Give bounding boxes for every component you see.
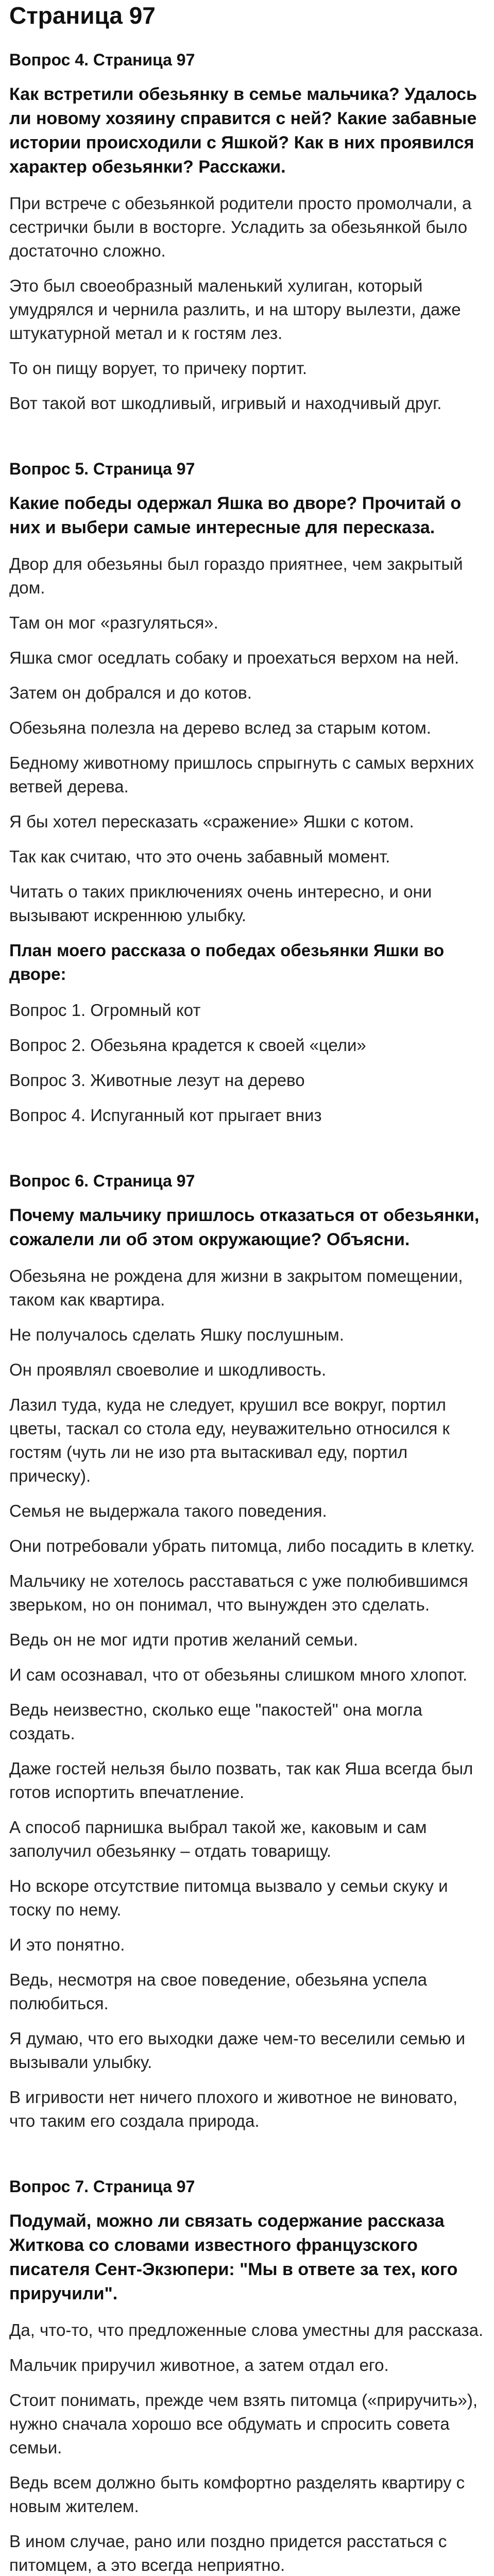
answer-paragraph: Ведь всем должно быть комфортно разделять квартиру с новым жителем. — [9, 2473, 465, 2516]
question-text: Подумай, можно ли связать содержание рассказа Житкова со словами известного французского писателя Сент-Экзюпери: "Мы в ответе за тех, кого приручили". — [9, 2211, 458, 2303]
plan-item: Вопрос 1. Огромный кот — [9, 1001, 201, 1020]
section-heading: Вопрос 7. Страница 97 — [9, 2177, 195, 2196]
answer-paragraph: Он проявлял своеволие и шкодливость. — [9, 1360, 327, 1379]
plan-item: Вопрос 2. Обезьяна крадется к своей «цели» — [9, 1036, 366, 1055]
page-title: Страница 97 — [9, 2, 156, 29]
answer-paragraph: Яшка смог оседлать собаку и проехаться верхом на ней. — [9, 648, 459, 667]
section-heading: Вопрос 5. Страница 97 — [9, 460, 195, 478]
answer-paragraph: Ведь, несмотря на свое поведение, обезьяна успела полюбиться. — [9, 1970, 428, 2013]
answer-paragraph: Не получалось сделать Яшку послушным. — [9, 1325, 344, 1344]
answer-paragraph: Читать о таких приключениях очень интересно, и они вызывают искреннюю улыбку. — [9, 882, 432, 925]
section-question-5 — [9, 457, 485, 1127]
section-question-6 — [9, 1170, 485, 2133]
plan-item: Вопрос 3. Животные лезут на дерево — [9, 1071, 305, 1090]
question-text: Как встретили обезьянку в семье мальчика? Удалось ли новому хозяину справится с ней? Какие забавные истории происходили с Яшкой? Как в них проявился характер обезьянки? Расскажи. — [9, 84, 477, 177]
section-heading: Вопрос 4. Страница 97 — [9, 50, 195, 69]
answer-paragraph: Ведь он не мог идти против желаний семьи. — [9, 1630, 359, 1649]
answer-paragraph: Стоит понимать, прежде чем взять питомца («приручить»), нужно сначала хорошо все обдумать и спросить совета семьи. — [9, 2391, 478, 2457]
answer-paragraph: Там он мог «разгуляться». — [9, 613, 218, 632]
answer-paragraph: Лазил туда, куда не следует, крушил все вокруг, портил цветы, таскал со стола еду, неуважительно относился к гостям (чуть ли не изо рта вытаскивал еду, портил прическу). — [9, 1395, 450, 1485]
plan-title: План моего рассказа о победах обезьянки Яшки во дворе: — [9, 941, 445, 984]
question-text: Какие победы одержал Яшка во дворе? Прочитай о них и выбери самые интересные для пересказа. — [9, 494, 462, 537]
answer-paragraph: Я бы хотел пересказать «сражение» Яшки с котом. — [9, 812, 414, 831]
answer-paragraph: Даже гостей нельзя было позвать, так как Яша всегда был готов испортить впечатление. — [9, 1759, 473, 1802]
section-spacer — [9, 2144, 485, 2175]
section-spacer — [9, 427, 485, 457]
plan-item: Вопрос 4. Испуганный кот прыгает вниз — [9, 1106, 322, 1125]
answer-paragraph: То он пищу ворует, то причеку портит. — [9, 359, 307, 378]
answer-paragraph: В игривости нет ничего плохого и животное не виновато, что таким его создала природа. — [9, 2088, 458, 2130]
answer-paragraph: А способ парнишка выбрал такой же, каковым и сам заполучил обезьянку – отдать товарищу. — [9, 1818, 427, 1860]
section-question-4 — [9, 48, 485, 415]
answer-paragraph: При встрече с обезьянкой родители просто промолчали, а сестрички были в восторге. Усладить за обезьянкой было достаточно сложно. — [9, 194, 472, 260]
answer-paragraph: Бедному животному пришлось спрыгнуть с самых верхних ветвей дерева. — [9, 753, 474, 796]
answer-paragraph: Затем он добрался и до котов. — [9, 683, 252, 702]
answer-paragraph: Семья не выдержала такого поведения. — [9, 1501, 327, 1520]
answer-paragraph: И сам осознавал, что от обезьяны слишком много хлопот. — [9, 1665, 468, 1684]
answer-paragraph: Обезьяна полезла на дерево вслед за старым котом. — [9, 718, 431, 737]
answer-paragraph: Ведь неизвестно, сколько еще "пакостей" она могла создать. — [9, 1700, 422, 1743]
answer-paragraph: Мальчик приручил животное, а затем отдал его. — [9, 2355, 389, 2375]
answer-paragraph: Я думаю, что его выходки даже чем-то веселили семью и вызывали улыбку. — [9, 2029, 466, 2072]
answer-paragraph: В ином случае, рано или поздно придется расстаться с питомцем, а это всегда неприятно. — [9, 2532, 447, 2574]
answer-paragraph: Да, что-то, что предложенные слова уместны для рассказа. — [9, 2320, 484, 2340]
answer-paragraph: Они потребовали убрать питомца, либо посадить в клетку. — [9, 1536, 475, 1555]
section-spacer — [9, 1139, 485, 1170]
section-heading: Вопрос 6. Страница 97 — [9, 1172, 195, 1190]
answer-paragraph: Но вскоре отсутствие питомца вызвало у семьи скуку и тоску по нему. — [9, 1876, 448, 1919]
answer-paragraph: Обезьяна не рождена для жизни в закрытом помещении, таком как квартира. — [9, 1266, 463, 1309]
answer-paragraph: Вот такой вот шкодливый, игривый и находчивый друг. — [9, 394, 442, 413]
answer-paragraph: Так как считаю, что это очень забавный момент. — [9, 847, 390, 866]
answer-paragraph: Мальчику не хотелось расставаться с уже полюбившимся зверьком, но он понимал, что вынужден это сделать. — [9, 1571, 468, 1614]
answer-paragraph: Двор для обезьяны был гораздо приятнее, чем закрытый дом. — [9, 554, 463, 597]
answer-paragraph: И это понятно. — [9, 1935, 125, 1954]
answer-paragraph: Это был своеобразный маленький хулиган, который умудрялся и чернила разлить, и на штору вылезти, даже штукатурной метал и к гостям лез. — [9, 276, 461, 343]
section-question-7 — [9, 2175, 485, 2576]
question-text: Почему мальчику пришлось отказаться от обезьянки, сожалели ли об этом окружающие? Объясни. — [9, 1206, 480, 1249]
